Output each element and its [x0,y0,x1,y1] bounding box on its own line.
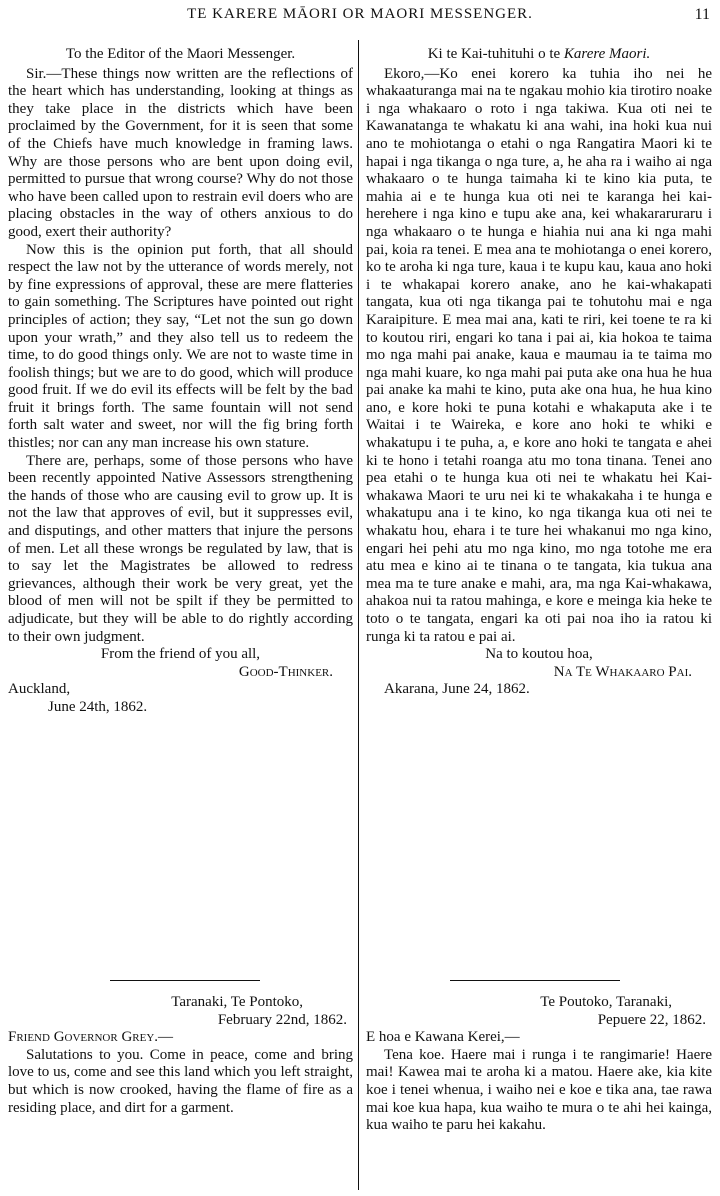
paragraph: Salutations to you. Come in peace, come and bring love to us, come and see this land which you left straight, but which is now crooked, having the flame of fire as a residing place, and dirt for a garment. [8,1046,353,1116]
letter-maori-2 [366,994,712,1135]
letter-signature: Good-Thinker. [238,663,333,680]
letter-english-1 [8,46,353,717]
paragraph: There are, perhaps, some of those persons who have been recently appointed Native Assessors strengthening the hands of those who are causing evil to grow up. It is not the law that approves of evil, but it suppresses evil, and disputings, and other matters that injure the persons of men. Let all these wrongs be regulated by law, that is to say let the Magistrates be allowed to redress grievances, although their work be very great, yet the blood of men will not be spilt if they be permitted to adjudicate, but they will be able to do rightly according to their own judgment. [8,452,353,645]
heading-text: Ki te Kai-tuhituhi o te [427,46,561,62]
letter-place-date: Akarana, June 24, 1862. [384,681,530,698]
page-number: 11 [694,6,710,23]
letter-place: Taranaki, Te Pontoko, [171,994,303,1010]
letter-closing: From the friend of you all, [100,646,261,663]
paragraph: Sir.—These things now written are the reflections of the heart which has understanding, looking at things as they take place in the districts which have been proclaimed by the Government, for it is seen that some of the Chiefs have much knowledge in framing laws. Why are those persons who are bent upon doing evil, permitted to pursue that wrong course? Why do not those who have been called upon to restrain evil doers who are placing obstacles in the way of others anxious to do good, exert their authority? [8,65,353,240]
letter-salutation: E hoa e Kawana Kerei,— [366,1029,520,1046]
letter-date: June 24th, 1862. [48,698,148,715]
paragraph: Tena koe. Haere mai i runga i te rangimarie! Haere mai! Kawea mai te aroha ki a matou. Haere ake, kia kite koe i tenei whenua, i waiho nei e koe e tika ana, tae rawa mai koe kua hapa, kua waiho te mura o te ahi hei kainga, kua waiho te paru hei kakahu. [366,1046,712,1134]
letter-closing: Na to koutou hoa, [485,646,593,663]
running-head: TE KARERE MĀORI OR MAORI MESSENGER. [187,6,533,22]
letter-english-2 [8,994,353,1117]
section-rule-left [110,980,260,981]
heading-italic: Karere Maori. [563,46,651,62]
letter-signature: Na Te Whakaaro Pai. [553,663,692,680]
letter-maori-1 [366,46,712,699]
section-rule-right [450,980,620,981]
letter-heading [366,46,712,64]
letter-date: Pepuere 22, 1862. [597,1011,706,1028]
letter-heading: To the Editor of the Maori Messenger. [65,46,296,62]
paragraph: Now this is the opinion put forth, that all should respect the law not by the utterance of words merely, not by fine expressions of approval, these are mere flatteries to gain something. The Scriptures have pointed out right principles of action; they say, “Let not the sun go down upon your wrath,” and they also tell us to redeem the time, to do good things only. We are not to waste time in foolish things; but we are to do good, which will produce good fruit. If we do evil its effects will be felt by the bad fruit it brings forth. The same fountain will not send forth salt water and sweet, nor will the fig bring forth thistles; nor can any man increase his own stature. [8,241,353,452]
paragraph: Ekoro,—Ko enei korero ka tuhia iho nei he whakaaturanga mai na te ngakau mohio kia tirotiro noake i nga whakaaro o roto i nga takiwa. Kua oti nei te Kawanatanga te whakatu ki ana wahi, ina hoki kua nui ano te mohiotanga o etahi o nga Rangatira Maori ki te hapai i nga tikanga o nga ture, a, he aha ra i waiho ai nga whakaaro o te hunga taimaha ki te kino kia puta, te mahia ai e te hunga kua oti nei te karanga hei kai-herehere i nga kino e tupu ake ana, kei whakararuraru i nga whakaaro o te hunga e hiahia nui ana ki nga mahi pai, koia ra tenei. E mea ana te mohiotanga o enei korero, ko te aroha ki nga ture, kaua i te kupu kau, kaua ano hoki i te whakapai korero anake, ano he kai-whakapati tangata, kua oti nga tikanga pai te tohutohu mai e nga Karaipiture. E mea mai ana, kati te riri, kei toene te ra ki to koutou riri, engari ko tana i pai ai, kia hokoa te taima mo nga mahi pai anake, kaua e maumau ia te taima mo nga mahi kuare, ko nga mahi pai puta ake ona hua he hua pai anake ka mahi te kino, puta ake ona hua, he hua kino ano, e kore hoki te puna kotahi e whakaputa ake i te Waitai i te Waireka, e kore ano hoki te whiki e whakatupu i te puha, a, e kore ano hoki te tangata e ahei ki te hono i tetahi roanga atu mo tona tinana. Tenei ano pea etahi o te hunga kua oti nei te whakatu hei Kai-whakawa Maori te uru nei ki te whakakaha i te hunga e whakatupu ana i te kino, ko nga tikanga kua oti nei te whakatu hou, ehara i te ture hei whakanui mo nga kino, engari hei pehi atu mo nga kino, mo nga totohe me era atu mea e kino ai te tinana o te tangata, kia tukua ana mea ma te ture anake e mahi, ara, ma nga Kai-whakawa, ahakoa nui ta ratou mahinga, e kore e meinga kia heke te toto o te tangata, engari ka oti pai noa iho ia ratou ki runga ki ta ratou e pai ai. [366,65,712,645]
letter-place: Auckland, [8,681,71,698]
letter-salutation: Friend Governor Grey.— [8,1029,174,1046]
letter-date: February 22nd, 1862. [217,1011,347,1028]
column-divider [358,40,359,1190]
letter-place: Te Poutoko, Taranaki, [540,994,672,1010]
